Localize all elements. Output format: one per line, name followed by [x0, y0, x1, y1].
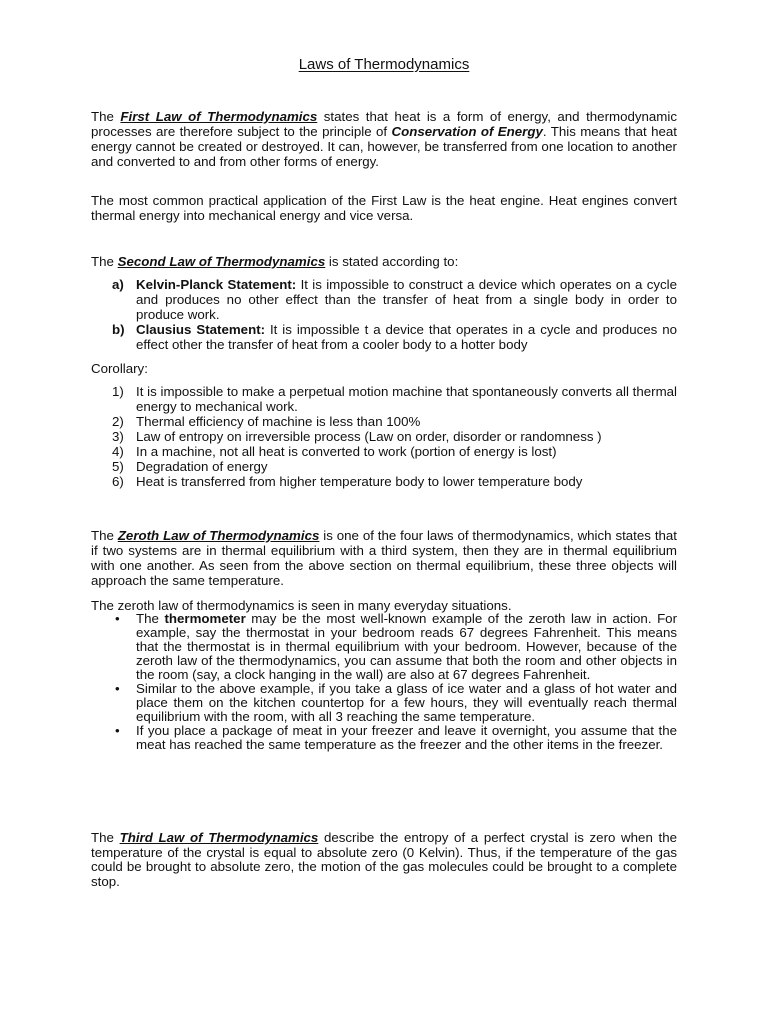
thermometer-term: thermometer — [164, 611, 246, 626]
list-item — [91, 429, 677, 444]
list-marker: 2) — [112, 414, 124, 429]
list-marker: a) — [112, 277, 124, 292]
list-marker: b) — [112, 322, 125, 337]
list-item — [91, 682, 677, 724]
first-law-paragraph — [91, 109, 677, 169]
list-marker: 4) — [112, 444, 124, 459]
text-suffix: describe the entropy of a perfect crystal is zero when the temperature of the crystal is equal to absolute zero (0 Kelvin). Thus, if the temperature of the gas could be brought to absolute zero, the motion of the gas molecules could be brought to a complete stop. — [91, 830, 677, 889]
list-item — [91, 724, 677, 752]
list-item-text: Degradation of energy — [136, 459, 268, 474]
third-law-paragraph — [91, 831, 677, 889]
text-suffix: is one of the four laws of thermodynamics, which states that if two systems are in thermal equilibrium with a third system, then they are in thermal equilibrium with one another. As seen from the above section on thermal equilibrium, these three objects will approach the same temperature. — [91, 528, 677, 588]
text-prefix: The — [91, 254, 118, 269]
bullet-icon: • — [115, 681, 120, 696]
list-item — [91, 459, 677, 474]
text-suffix: is stated according to: — [325, 254, 459, 269]
list-marker: 1) — [112, 384, 124, 399]
zeroth-law-paragraph — [91, 528, 677, 588]
text-mid: states that heat is a form of energy, and thermodynamic processes are therefore subject to the principle of — [91, 109, 677, 139]
second-law-intro — [91, 254, 677, 269]
statement-label: Clausius Statement: — [136, 322, 266, 337]
corollary-list — [91, 384, 677, 489]
corollary-label: Corollary: — [91, 361, 148, 376]
text-prefix: The — [91, 109, 121, 124]
second-law-statements — [91, 277, 677, 352]
text-prefix: The — [91, 830, 120, 845]
list-item-text: In a machine, not all heat is converted to work (portion of energy is lost) — [136, 444, 557, 459]
zeroth-law-term: Zeroth Law of Thermodynamics — [117, 528, 320, 543]
text-suffix: . This means that heat energy cannot be created or destroyed. It can, however, be transferred from one location to another and converted to and from other forms of energy. — [91, 124, 677, 169]
zeroth-law-everyday-paragraph: The zeroth law of thermodynamics is seen in many everyday situations. — [91, 598, 512, 613]
statement-label: Kelvin-Planck Statement: — [136, 277, 297, 292]
list-item — [91, 474, 677, 489]
page-title: Laws of Thermodynamics — [298, 56, 470, 73]
list-item-text: may be the most well-known example of the zeroth law in action. For example, say the thermostat in your bedroom reads 67 degrees Fahrenheit. This means that the thermostat is in thermal equilibrium with your bedroom. However, because of the zeroth law of the thermodynamics, you can assume that both the room and other objects in the room (say, a clock hanging in the wall) are also at 67 degrees Fahrenheit. — [136, 611, 678, 682]
bullet-icon: • — [115, 611, 120, 626]
text-prefix: The — [136, 611, 165, 626]
list-marker: 6) — [112, 474, 124, 489]
list-item — [91, 322, 677, 352]
text-prefix: The — [91, 528, 118, 543]
list-item-text: Law of entropy on irreversible process (Law on order, disorder or randomness ) — [136, 429, 602, 444]
first-law-application-paragraph: The most common practical application of the First Law is the heat engine. Heat engines convert thermal energy into mechanical energy and vice versa. — [91, 193, 677, 223]
list-item-text: Thermal efficiency of machine is less than 100% — [136, 414, 421, 429]
second-law-term: Second Law of Thermodynamics — [117, 254, 326, 269]
list-item-text: It is impossible to make a perpetual motion machine that spontaneously converts all thermal energy to mechanical work. — [136, 384, 677, 414]
list-item-text: Heat is transferred from higher temperature body to lower temperature body — [136, 474, 583, 489]
list-item — [91, 414, 677, 429]
first-law-term: First Law of Thermodynamics — [120, 109, 318, 124]
list-item-text: Similar to the above example, if you take a glass of ice water and a glass of hot water and place them on the kitchen countertop for a few hours, they will eventually reach thermal equilibrium with the room, with all 3 reaching the same temperature. — [136, 681, 677, 724]
list-item — [91, 444, 677, 459]
list-item — [91, 277, 677, 322]
conservation-of-energy-term: Conservation of Energy — [391, 124, 543, 139]
list-item-text: If you place a package of meat in your freezer and leave it overnight, you assume that the meat has reached the same temperature as the freezer and the other items in the freezer. — [136, 723, 677, 752]
list-marker: 3) — [112, 429, 124, 444]
zeroth-law-examples-list — [91, 612, 677, 752]
list-item — [91, 384, 677, 414]
list-marker: 5) — [112, 459, 124, 474]
list-item — [91, 612, 677, 682]
statement-text: It is impossible to construct a device which operates on a cycle and produces no other effect than the transfer of heat from a single body in order to produce work. — [136, 277, 678, 322]
statement-text: It is impossible t a device that operates in a cycle and produces no effect other the transfer of heat from a cooler body to a hotter body — [136, 322, 677, 352]
bullet-icon: • — [115, 723, 120, 738]
third-law-term: Third Law of Thermodynamics — [119, 830, 319, 845]
